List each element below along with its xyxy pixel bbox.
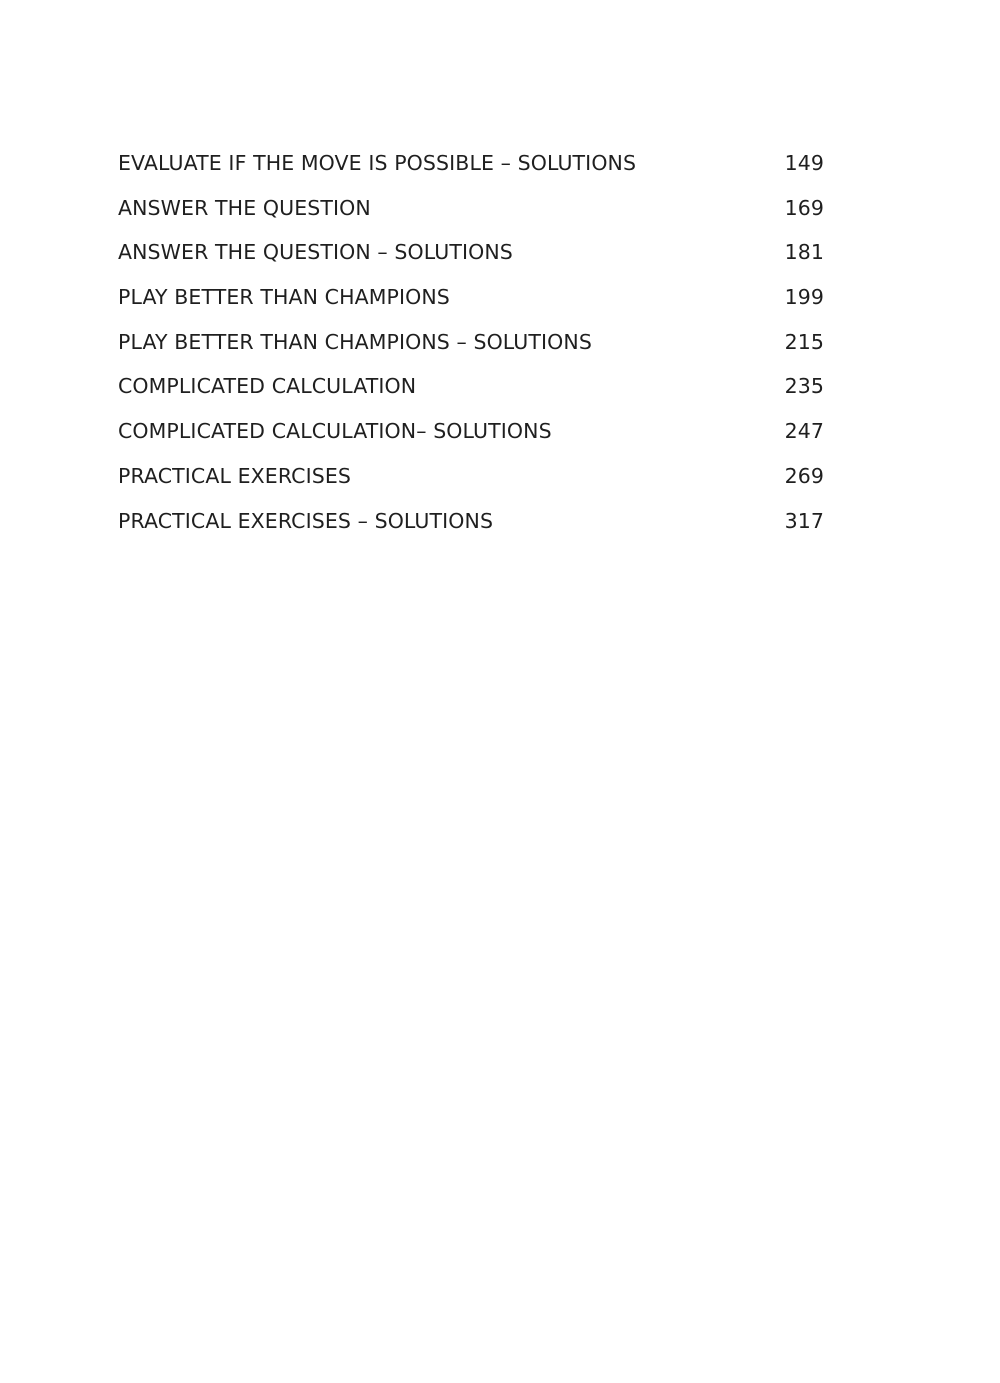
toc-entry-page: 199 [784, 285, 824, 310]
toc-entry [118, 366, 824, 411]
toc-entry-page: 181 [784, 240, 824, 265]
toc-entry [118, 501, 824, 546]
toc-entry-title: PRACTICAL EXERCISES – SOLUTIONS [118, 508, 494, 533]
toc-entry-title: PLAY BETTER THAN CHAMPIONS [118, 285, 450, 310]
toc-entry-page: 317 [784, 508, 824, 533]
toc-entry-page: 215 [784, 329, 824, 354]
toc-entry-title: PRACTICAL EXERCISES [118, 463, 352, 488]
toc-entry-page: 149 [784, 151, 824, 175]
toc-entry-title: PLAY BETTER THAN CHAMPIONS – SOLUTIONS [118, 329, 592, 354]
toc-entry-page: 169 [784, 195, 824, 220]
toc-entry [118, 143, 824, 188]
toc-entry-title: EVALUATE IF THE MOVE IS POSSIBLE – SOLUTIONS [118, 151, 637, 175]
toc-entry [118, 411, 824, 456]
toc-entry-title: ANSWER THE QUESTION – SOLUTIONS [118, 240, 513, 265]
toc-entry [118, 232, 824, 277]
toc-entry-title: COMPLICATED CALCULATION– SOLUTIONS [118, 419, 552, 444]
toc-entry-page: 235 [784, 374, 824, 399]
toc-entry-title: ANSWER THE QUESTION [118, 195, 371, 220]
toc-entry-page: 247 [784, 419, 824, 444]
toc-entry-page: 269 [784, 463, 824, 488]
toc-entry-title: COMPLICATED CALCULATION [118, 374, 417, 399]
toc-entry [118, 322, 824, 367]
toc-entry [118, 456, 824, 501]
toc-entry [118, 277, 824, 322]
table-of-contents [118, 143, 824, 545]
toc-entry [118, 188, 824, 233]
